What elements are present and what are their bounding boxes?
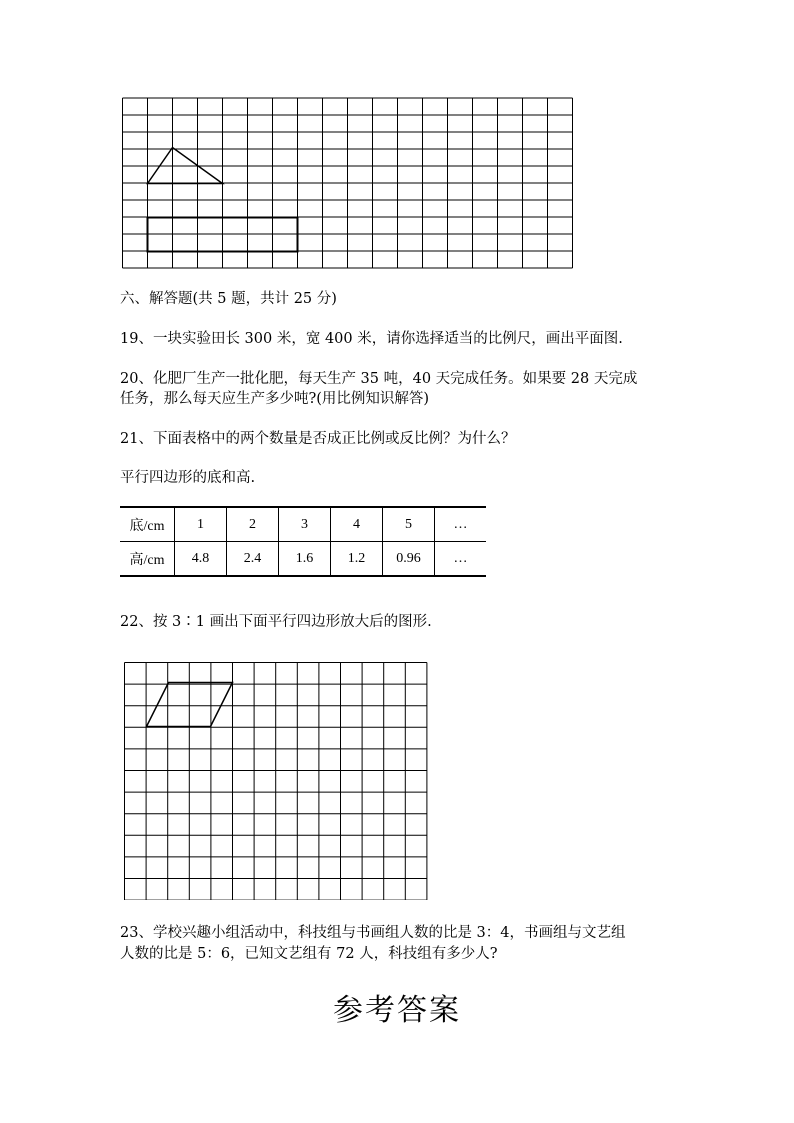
question-20-line2: 任务，那么每天应生产多少吨?(用比例知识解答) bbox=[120, 391, 430, 407]
table-cell: 1 bbox=[175, 507, 227, 542]
base-height-table bbox=[120, 506, 486, 577]
table-cell: 4 bbox=[331, 507, 383, 542]
table-row bbox=[120, 542, 486, 577]
table-cell: 1.2 bbox=[331, 542, 383, 577]
top-grid-figure bbox=[120, 96, 580, 272]
table-cell: 4.8 bbox=[175, 542, 227, 577]
table-cell: 2 bbox=[227, 507, 279, 542]
section-heading: 六、解答题(共 5 题，共计 25 分) bbox=[120, 291, 337, 307]
table-cell: 5 bbox=[383, 507, 435, 542]
question-19: 19、一块实验田长 300 米，宽 400 米，请你选择适当的比例尺，画出平面图. bbox=[120, 331, 623, 347]
question-21: 21、下面表格中的两个数量是否成正比例或反比例？为什么？ bbox=[120, 431, 516, 447]
table-cell: 0.96 bbox=[383, 542, 435, 577]
table-row bbox=[120, 507, 486, 542]
table-cell: 3 bbox=[279, 507, 331, 542]
table-cell: 2.4 bbox=[227, 542, 279, 577]
row-label: 高/cm bbox=[120, 542, 175, 577]
row-label: 底/cm bbox=[120, 507, 175, 542]
table-cell: 1.6 bbox=[279, 542, 331, 577]
question-23-line2: 人数的比是 5：6，已知文艺组有 72 人，科技组有多少人? bbox=[120, 946, 498, 962]
table-cell: … bbox=[435, 542, 487, 577]
question-23-line1: 23、学校兴趣小组活动中，科技组与书画组人数的比是 3：4，书画组与文艺组 bbox=[120, 925, 626, 941]
question-20-line1: 20、化肥厂生产一批化肥，每天生产 35 吨，40 天完成任务。如果要 28 天完成 bbox=[120, 371, 638, 387]
question-21-subtitle: 平行四边形的底和高. bbox=[120, 470, 256, 486]
table-cell: … bbox=[435, 507, 487, 542]
answer-title: 参考答案 bbox=[333, 993, 461, 1028]
bottom-grid-figure bbox=[122, 660, 430, 900]
question-22: 22、按 3∶1 画出下面平行四边形放大后的图形. bbox=[120, 614, 432, 630]
